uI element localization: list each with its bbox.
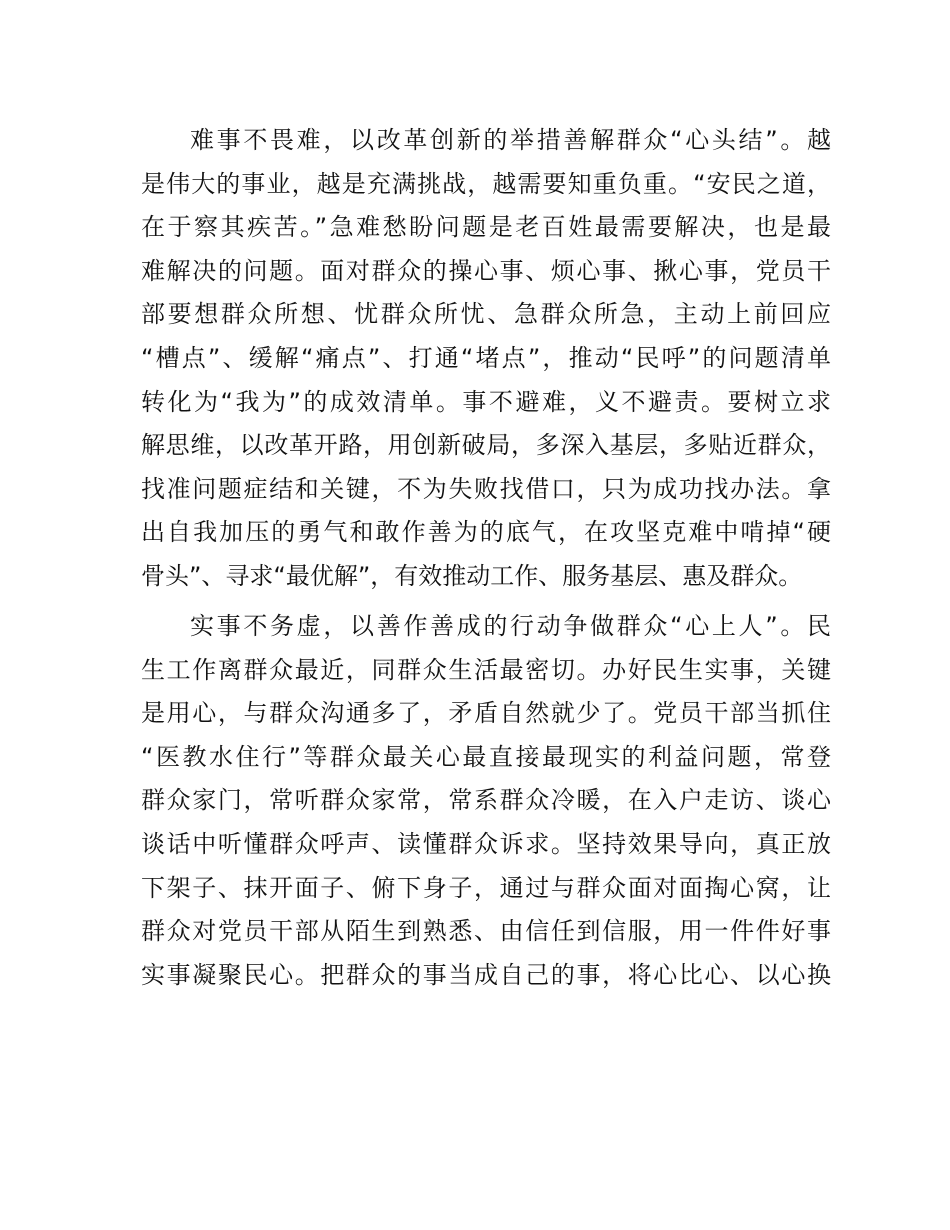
paragraph-2-line-1: 实事不务虚，以善作善成的行动争做群众“心上人”。民 <box>190 612 831 640</box>
paragraph-2-line-8: 群众对党员干部从陌生到熟悉、由信任到信服，用一件件好事 <box>141 917 831 945</box>
paragraph-1-line-1: 难事不畏难，以改革创新的举措善解群众“心头结”。越 <box>190 126 831 154</box>
paragraph-1-line-3: 在于察其疾苦。”急难愁盼问题是老百姓最需要解决，也是最 <box>141 213 831 241</box>
paragraph-2-line-4: “医教水住行”等群众最关心最直接最现实的利益问题，常登 <box>141 743 831 771</box>
paragraph-1-line-11: 骨头”、寻求“最优解”，有效推动工作、服务基层、惠及群众。 <box>141 562 803 590</box>
paragraph-2-line-6: 谈话中听懂群众呼声、读懂群众诉求。坚持效果导向，真正放 <box>141 830 831 858</box>
paragraph-2-line-9: 实事凝聚民心。把群众的事当成自己的事，将心比心、以心换 <box>141 961 831 989</box>
paragraph-2-line-3: 是用心，与群众沟通多了，矛盾自然就少了。党员干部当抓住 <box>141 699 831 727</box>
paragraph-1-line-6: “槽点”、缓解“痛点”、打通“堵点”，推动“民呼”的问题清单 <box>141 344 831 372</box>
paragraph-1-line-2: 是伟大的事业，越是充满挑战，越需要知重负重。“安民之道， <box>141 170 831 198</box>
paragraph-2-line-5: 群众家门，常听群众家常，常系群众冷暖，在入户走访、谈心 <box>141 786 831 814</box>
paragraph-1-line-5: 部要想群众所想、忧群众所忧、急群众所急，主动上前回应 <box>141 300 831 328</box>
paragraph-1-line-8: 解思维，以改革开路，用创新破局，多深入基层，多贴近群众， <box>141 431 831 459</box>
paragraph-1-line-10: 出自我加压的勇气和敢作善为的底气，在攻坚克难中啃掉“硬 <box>141 518 831 546</box>
paragraph-2-line-2: 生工作离群众最近，同群众生活最密切。办好民生实事，关键 <box>141 656 831 684</box>
paragraph-1-line-4: 难解决的问题。面对群众的操心事、烦心事、揪心事，党员干 <box>141 257 831 285</box>
paragraph-2-line-7: 下架子、抹开面子、俯下身子，通过与群众面对面掏心窝，让 <box>141 874 831 902</box>
paragraph-1-line-9: 找准问题症结和关键，不为失败找借口，只为成功找办法。拿 <box>141 475 831 503</box>
paragraph-1-line-7: 转化为“我为”的成效清单。事不避难，义不避责。要树立求 <box>141 388 831 416</box>
